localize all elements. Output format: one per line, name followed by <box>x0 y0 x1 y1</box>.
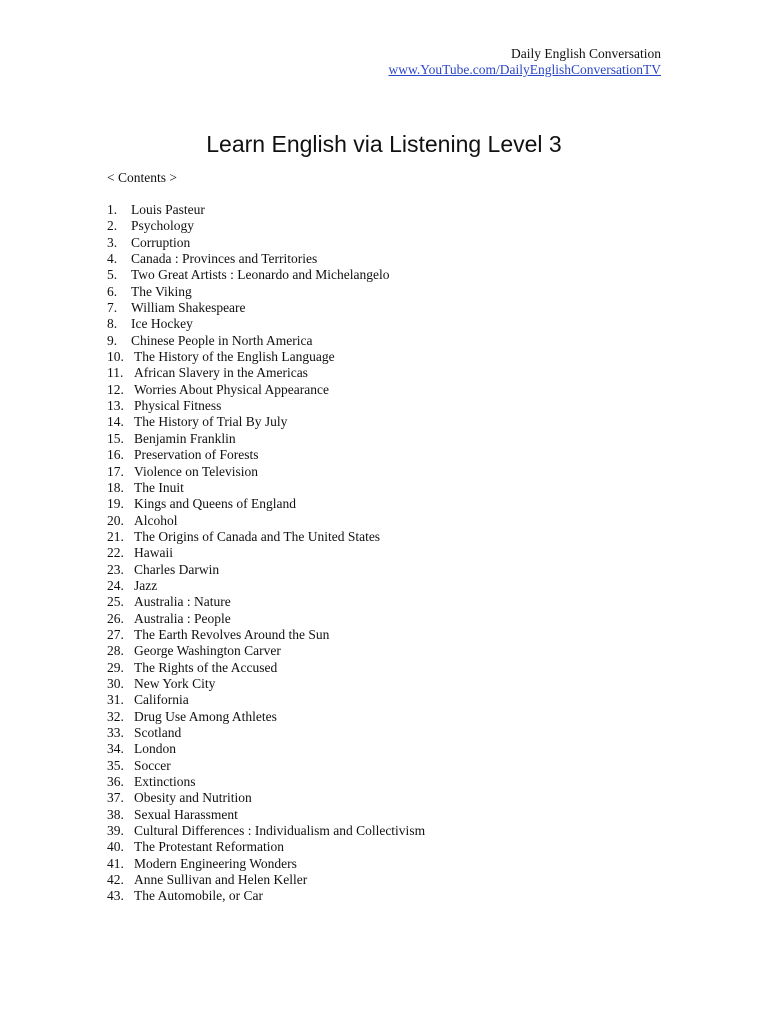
toc-item <box>107 643 425 659</box>
toc-item-number: 36. <box>107 774 124 790</box>
toc-item-number: 37. <box>107 790 124 806</box>
toc-item-number: 8. <box>107 316 118 332</box>
toc-item-title: The History of the English Language <box>134 349 335 365</box>
toc-item-title: Obesity and Nutrition <box>134 790 252 806</box>
toc-item-number: 33. <box>107 725 124 740</box>
toc-item-title: Alcohol <box>134 512 178 528</box>
toc-item-title: The Protestant Reformation <box>134 839 284 855</box>
page-header <box>388 46 661 78</box>
toc-item <box>107 709 425 725</box>
toc-item <box>107 202 425 218</box>
toc-item <box>107 823 425 839</box>
toc-item-title: Scotland <box>134 725 182 740</box>
toc-item-number: 41. <box>107 855 124 871</box>
toc-item <box>107 251 425 267</box>
toc-item-title: Benjamin Franklin <box>134 430 236 446</box>
toc-item-number: 1. <box>107 202 118 217</box>
toc-item-title: The Rights of the Accused <box>134 659 278 675</box>
toc-item-title: Psychology <box>131 218 195 234</box>
toc-item-title: Preservation of Forests <box>134 447 259 463</box>
toc-item-title: Charles Darwin <box>134 561 220 577</box>
toc-item-number: 31. <box>107 692 124 708</box>
channel-name: Daily English Conversation <box>511 46 661 61</box>
toc-item-title: Louis Pasteur <box>131 202 205 217</box>
toc-item-number: 4. <box>107 251 118 267</box>
toc-item-title: Jazz <box>134 577 158 593</box>
toc-item-number: 11. <box>107 365 124 381</box>
toc-item <box>107 414 425 430</box>
toc-item <box>107 316 425 332</box>
toc-item-number: 35. <box>107 757 124 773</box>
toc-item-number: 19. <box>107 496 124 512</box>
toc-item-number: 24. <box>107 577 124 593</box>
toc-item <box>107 774 425 790</box>
toc-item-number: 43. <box>107 888 124 904</box>
toc-item <box>107 480 425 496</box>
toc-item-number: 38. <box>107 806 124 822</box>
toc-item <box>107 464 425 480</box>
toc-item <box>107 349 425 365</box>
toc-item-title: Physical Fitness <box>134 398 222 414</box>
toc-item <box>107 513 425 529</box>
toc-item-number: 7. <box>107 300 118 316</box>
toc-item-title: Worries About Physical Appearance <box>134 381 329 397</box>
toc-item <box>107 562 425 578</box>
toc-item-number: 28. <box>107 643 124 659</box>
toc-item <box>107 333 425 349</box>
toc-item <box>107 839 425 855</box>
toc-item <box>107 529 425 545</box>
toc-item-number: 14. <box>107 414 124 430</box>
toc-item-number: 40. <box>107 839 124 855</box>
toc-item <box>107 676 425 692</box>
toc-item-number: 39. <box>107 823 124 839</box>
toc-item-number: 9. <box>107 332 118 348</box>
toc-item <box>107 872 425 888</box>
toc-item-number: 26. <box>107 610 124 626</box>
toc-item-title: Corruption <box>131 234 191 250</box>
toc-item <box>107 594 425 610</box>
toc-item-title: George Washington Carver <box>134 643 281 659</box>
toc-item <box>107 660 425 676</box>
toc-item-title: Ice Hockey <box>131 316 193 332</box>
toc-item-title: Cultural Differences : Individualism and Collectivism <box>134 823 426 839</box>
toc-item-number: 10. <box>107 349 124 365</box>
toc-item-title: New York City <box>134 675 216 691</box>
toc-item-title: Anne Sullivan and Helen Keller <box>134 872 308 888</box>
toc-item <box>107 578 425 594</box>
toc-item-title: Drug Use Among Athletes <box>134 708 277 724</box>
toc-item <box>107 447 425 463</box>
toc-item-title: The Viking <box>131 283 192 299</box>
toc-item-title: Sexual Harassment <box>134 806 238 822</box>
toc-item-title: The Inuit <box>134 479 184 495</box>
toc-item-number: 29. <box>107 659 124 675</box>
toc-item-title: Australia : Nature <box>134 594 231 610</box>
toc-item-number: 23. <box>107 561 124 577</box>
toc-item-title: Violence on Television <box>134 463 258 479</box>
toc-item-number: 6. <box>107 283 118 299</box>
channel-url-link[interactable]: www.YouTube.com/DailyEnglishConversationTV <box>388 62 661 77</box>
toc-item-number: 3. <box>107 234 118 250</box>
toc-item-title: William Shakespeare <box>131 300 246 316</box>
toc-item-number: 42. <box>107 872 124 888</box>
toc-item-number: 20. <box>107 512 124 528</box>
toc-item <box>107 611 425 627</box>
toc-item <box>107 807 425 823</box>
toc-item-number: 21. <box>107 528 124 544</box>
toc-item <box>107 627 425 643</box>
toc-item-title: The Origins of Canada and The United States <box>134 528 381 544</box>
toc-item-number: 16. <box>107 447 124 463</box>
toc-item <box>107 496 425 512</box>
toc-item-number: 13. <box>107 398 124 414</box>
toc-item-number: 32. <box>107 708 124 724</box>
toc-item-title: African Slavery in the Americas <box>134 365 308 381</box>
toc-item <box>107 888 425 904</box>
toc-item <box>107 300 425 316</box>
toc-item <box>107 790 425 806</box>
toc-item-number: 30. <box>107 675 124 691</box>
toc-item-title: Extinctions <box>134 774 196 790</box>
toc-item-title: Chinese People in North America <box>131 332 313 348</box>
table-of-contents <box>107 202 425 905</box>
toc-item <box>107 856 425 872</box>
toc-item <box>107 218 425 234</box>
toc-item-number: 18. <box>107 479 124 495</box>
toc-item <box>107 741 425 757</box>
toc-item-title: Kings and Queens of England <box>134 496 296 512</box>
toc-item <box>107 545 425 561</box>
toc-item-number: 17. <box>107 463 124 479</box>
toc-item <box>107 398 425 414</box>
toc-item-number: 27. <box>107 626 124 642</box>
toc-item <box>107 284 425 300</box>
toc-item <box>107 725 425 741</box>
toc-item-title: Soccer <box>134 757 171 773</box>
toc-item-title: California <box>134 692 189 708</box>
document-title: Learn English via Listening Level 3 <box>206 131 562 157</box>
toc-item-number: 5. <box>107 267 118 283</box>
toc-item <box>107 267 425 283</box>
toc-item-title: The Automobile, or Car <box>134 888 263 904</box>
toc-item-title: London <box>134 741 176 757</box>
toc-item-number: 12. <box>107 381 124 397</box>
toc-item-title: Canada : Provinces and Territories <box>131 251 318 267</box>
toc-item-number: 2. <box>107 218 118 234</box>
toc-item-number: 22. <box>107 545 124 561</box>
toc-item-title: The Earth Revolves Around the Sun <box>134 626 330 642</box>
toc-item-title: Modern Engineering Wonders <box>134 855 297 871</box>
toc-item-number: 34. <box>107 741 124 757</box>
toc-item <box>107 235 425 251</box>
toc-item <box>107 431 425 447</box>
toc-item <box>107 692 425 708</box>
toc-item <box>107 382 425 398</box>
toc-item-title: Two Great Artists : Leonardo and Michelangelo <box>131 267 390 283</box>
toc-item-title: Australia : People <box>134 610 231 626</box>
toc-item-number: 15. <box>107 430 124 446</box>
toc-item-number: 25. <box>107 594 124 610</box>
toc-item <box>107 758 425 774</box>
contents-heading: < Contents > <box>107 170 177 185</box>
toc-item <box>107 365 425 381</box>
toc-item-title: The History of Trial By July <box>134 414 288 430</box>
toc-item-title: Hawaii <box>134 545 173 561</box>
